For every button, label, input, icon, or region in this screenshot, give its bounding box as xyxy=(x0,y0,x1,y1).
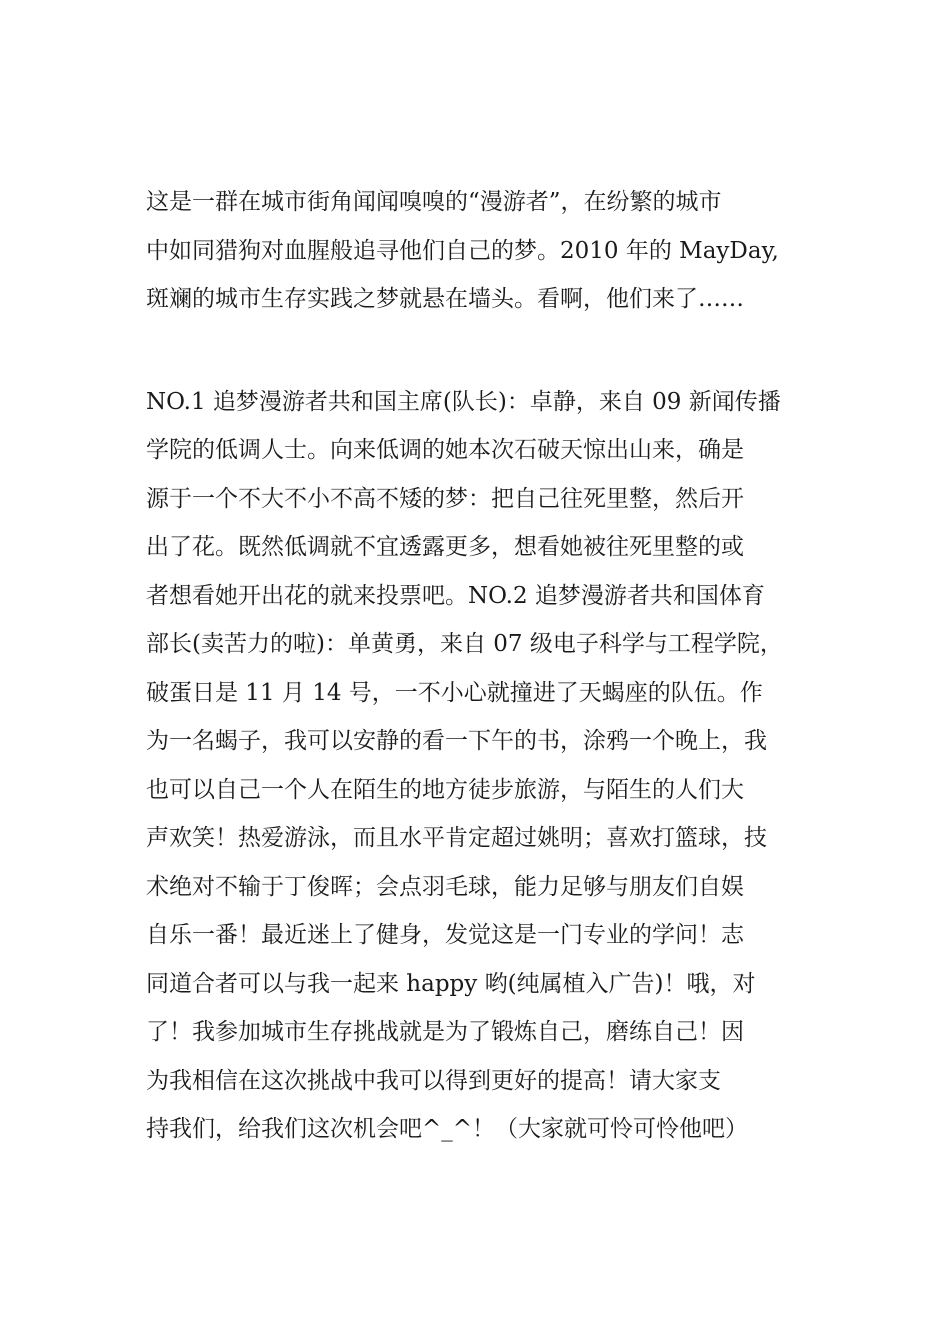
text-line: 为一名蝎子，我可以安静的看一下午的书，涂鸦一个晚上，我 xyxy=(146,728,767,754)
text-line: 源于一个不大不小不高不矮的梦：把自己往死里整，然后开 xyxy=(146,485,744,512)
text-line: 术绝对不输于丁俊晖；会点羽毛球，能力足够与朋友们自娱 xyxy=(146,873,744,900)
intro-paragraph xyxy=(146,178,816,324)
text-line: 自乐一番！最近迷上了健身，发觉这是一门专业的学问！志 xyxy=(146,922,744,948)
text-line: 这是一群在城市街角闻闻嗅嗅的“漫游者”，在纷繁的城市 xyxy=(146,189,722,215)
document-body xyxy=(146,178,816,1154)
text-line: 者想看她开出花的就来投票吧。NO.2 追梦漫游者共和国体育 xyxy=(146,582,765,609)
paragraph-gap xyxy=(146,324,816,378)
text-line: 了！我参加城市生存挑战就是为了锻炼自己，磨练自己！因 xyxy=(146,1019,744,1045)
text-line: 持我们，给我们这次机会吧^_^！（大家就可怜可怜他吧） xyxy=(146,1116,749,1142)
text-line: 破蛋日是 11 月 14 号，一不小心就撞进了天蝎座的队伍。作 xyxy=(146,679,763,706)
text-line: 学院的低调人士。向来低调的她本次石破天惊出山来，确是 xyxy=(146,437,744,463)
text-line: 中如同猎狗对血腥般追寻他们自己的梦。2010 年的 MayDay, xyxy=(146,237,779,264)
text-line: 声欢笑！热爱游泳，而且水平肯定超过姚明；喜欢打篮球，技 xyxy=(146,825,767,851)
text-line: 同道合者可以与我一起来 happy 哟(纯属植入广告)！哦，对 xyxy=(146,970,756,997)
text-line: 出了花。既然低调就不宜透露更多，想看她被往死里整的或 xyxy=(146,534,744,560)
text-line: 为我相信在这次挑战中我可以得到更好的提高！请大家支 xyxy=(146,1067,721,1094)
text-line: 也可以自己一个人在陌生的地方徒步旅游，与陌生的人们大 xyxy=(146,776,744,803)
text-line: NO.1 追梦漫游者共和国主席(队长)：卓静，来自 09 新闻传播 xyxy=(146,388,781,415)
text-line: 斑斓的城市生存实践之梦就悬在墙头。看啊，他们来了…… xyxy=(146,286,744,312)
text-line: 部长(卖苦力的啦)：单黄勇，来自 07 级电子科学与工程学院， xyxy=(146,631,783,657)
members-paragraph xyxy=(146,378,816,1154)
